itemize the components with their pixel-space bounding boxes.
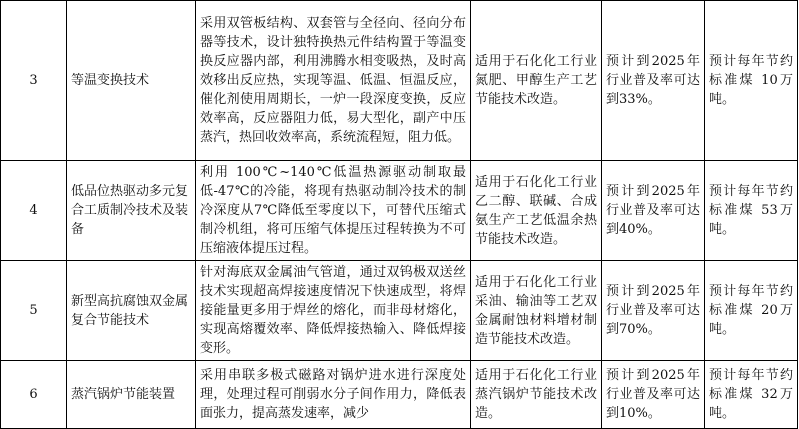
technology-name: 等温变换技术 <box>67 1 196 161</box>
energy-saving: 预计每年节约标准煤 32万吨。 <box>705 361 798 429</box>
row-index: 6 <box>1 361 67 429</box>
row-index: 3 <box>1 1 67 161</box>
table-row <box>1 261 798 361</box>
application-scope: 适用于石化化工行业氮肥、甲醇生产工艺节能技术改造。 <box>471 1 602 161</box>
row-index: 5 <box>1 261 67 361</box>
energy-saving: 预计每年节约标准煤 53万吨。 <box>705 161 798 261</box>
row-index: 4 <box>1 161 67 261</box>
application-scope: 适用于石化化工行业采油、输油等工艺双金属耐蚀材料增材制造节能技术改造。 <box>471 261 602 361</box>
technology-description: 采用双管板结构、双套管与全径向、径向分布器等技术，设计独特换热元件结构置于等温变换反应器内部，利用沸腾水相变吸热，及时高效移出反应热，实现等温、低温、恒温反应，催化剂使用周期长，一炉一段深度变换，反应效率高，反应器阻力低，易大型化，副产中压蒸汽，热回收效率高，系统流程短，阻力低。 <box>196 1 471 161</box>
application-scope: 适用于石化化工行业蒸汽锅炉节能技术改造。 <box>471 361 602 429</box>
energy-saving: 预计每年节约标准煤 10万吨。 <box>705 1 798 161</box>
energy-saving: 预计每年节约标准煤 20万吨。 <box>705 261 798 361</box>
table-row <box>1 161 798 261</box>
table-row <box>1 1 798 161</box>
technology-name: 低品位热驱动多元复合工质制冷技术及装备 <box>67 161 196 261</box>
technology-description: 采用串联多极式磁路对锅炉进水进行深度处理，处理过程可削弱水分子间作用力，降低表面张力，提高蒸发速率，减少 <box>196 361 471 429</box>
technology-name: 新型高抗腐蚀双金属复合节能技术 <box>67 261 196 361</box>
adoption-rate: 预计到2025年行业普及率可达到33%。 <box>602 1 705 161</box>
adoption-rate: 预计到2025年行业普及率可达到40%。 <box>602 161 705 261</box>
technology-description: 利用 100℃~140℃低温热源驱动制取最低-47℃的冷能，将现有热驱动制冷技术的制冷深度从7℃降低至零度以下，可替代压缩式制冷机组，将可压缩气体提压过程转换为不可压缩液体提压过程。 <box>196 161 471 261</box>
adoption-rate: 预计到2025年行业普及率可达到10%。 <box>602 361 705 429</box>
application-scope: 适用于石化化工行业乙二醇、联碱、合成氨生产工艺低温余热节能技术改造。 <box>471 161 602 261</box>
table-row <box>1 361 798 429</box>
adoption-rate: 预计到2025年行业普及率可达到70%。 <box>602 261 705 361</box>
technology-name: 蒸汽锅炉节能装置 <box>67 361 196 429</box>
technology-description: 针对海底双金属油气管道，通过双钨极双送丝技术实现超高焊接速度情况下快速成型，将焊接能量更多用于焊丝的熔化，而非母材熔化，实现高熔覆效率、降低焊接热输入、降低焊接变形。 <box>196 261 471 361</box>
